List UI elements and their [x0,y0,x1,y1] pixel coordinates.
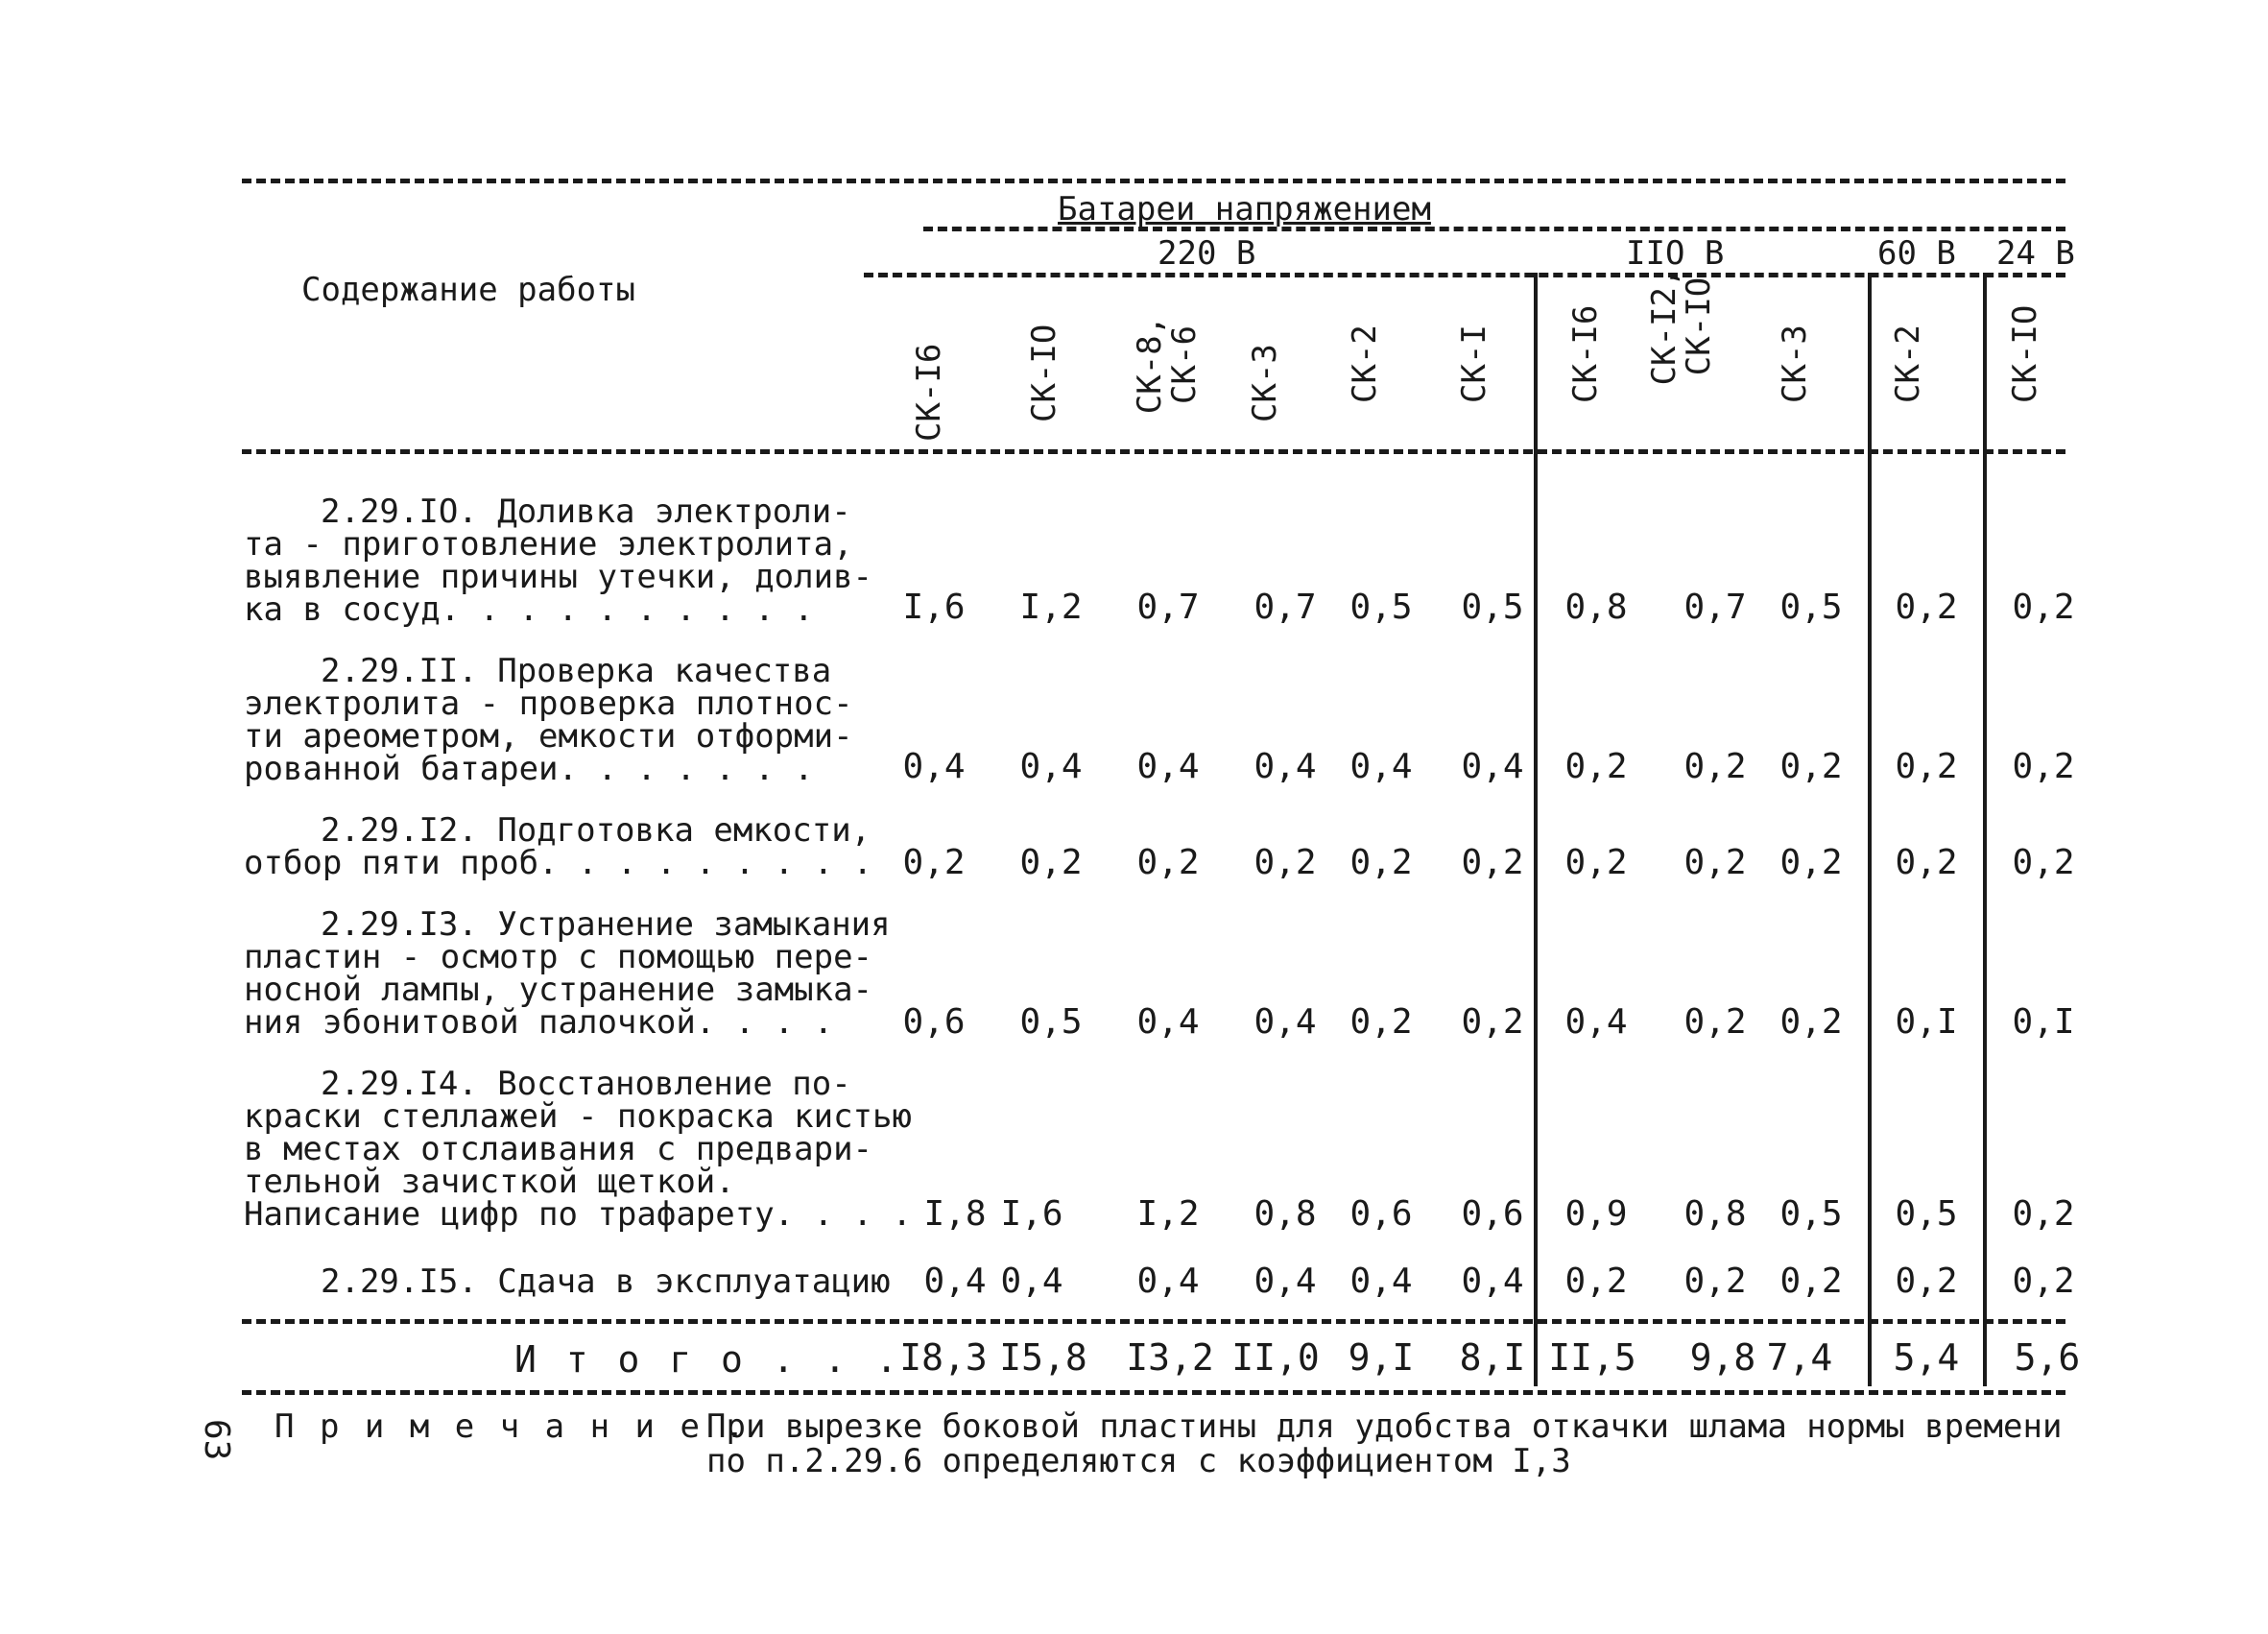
row-5-line-5: Написание цифр по трафарету. . . . [244,1195,912,1234]
cell: 0,2 [1779,1262,1843,1301]
row-1-line-1: 2.29.IO. Доливка электроли- [321,493,851,531]
cell: 0,4 [1000,1262,1063,1301]
cell: 0,2 [1349,843,1413,882]
row-5-line-2: краски стеллажей - покраска кистью [244,1097,912,1136]
note-line-1: При вырезке боковой пластины для удобства откачки шлама нормы времени [706,1407,2063,1446]
column-code-9: СК-3 [1776,324,1814,403]
cell: I,8 [923,1194,987,1234]
row-1-line-2: та - приготовление электролита, [244,525,853,564]
row-5-line-1: 2.29.I4. Восстановление по- [321,1065,851,1103]
row-4-line-2: пластин - осмотр с помощью пере- [244,938,873,976]
row-2-line-2: электролита - проверка плотнос- [244,685,853,723]
column-code-4: СК-3 [1246,344,1284,422]
voltage-60: 60 В [1877,234,1956,273]
cell: 0,2 [1895,747,1958,786]
cell: 0,2 [2012,747,2075,786]
cell: I,6 [1000,1194,1063,1234]
cell: 0,2 [1683,1262,1747,1301]
column-code-11: СК-IO [2006,304,2044,403]
cell: 0,2 [1461,843,1524,882]
cell: 0,2 [1779,1002,1843,1042]
cell: 0,2 [2012,1194,2075,1234]
cell: 0,4 [1253,1262,1317,1301]
cell: 0,5 [1779,1194,1843,1234]
row-2-line-4: рованной батареи. . . . . . . [244,750,814,788]
cell: 0,2 [1253,843,1317,882]
cell: 0,4 [1136,747,1200,786]
cell: 0,7 [1136,588,1200,627]
total-cell: 9,8 [1689,1336,1756,1379]
cell: 0,5 [1349,588,1413,627]
cell: 0,4 [1019,747,1083,786]
row-1-line-3: выявление причины утечки, долив- [244,558,873,596]
cell: 0,4 [1253,747,1317,786]
cell: 0,I [2012,1002,2075,1042]
row-2-line-3: ти ареометром, емкости отформи- [244,717,853,756]
cell: 0,2 [1564,843,1628,882]
total-cell: 8,I [1459,1336,1526,1379]
row-3-line-1: 2.29.I2. Подготовка емкости, [321,811,871,850]
cell: 0,4 [1136,1002,1200,1042]
cell: 0,2 [1349,1002,1413,1042]
header-bottom-rule [242,449,2065,454]
cell: 0,5 [1019,1002,1083,1042]
cell: 0,2 [1136,843,1200,882]
column-code-8: СК-I2, СК-IO [1645,267,1718,386]
row-4-line-3: носной лампы, устранение замыка- [244,971,873,1009]
cell: 0,I [1895,1002,1958,1042]
row-5-line-3: в местах отслаивания с предвари- [244,1130,873,1168]
top-rule [242,179,2065,183]
cell: I,2 [1136,1194,1200,1234]
cell: 0,8 [1253,1194,1317,1234]
row-3-line-2: отбор пяти проб. . . . . . . . . [244,844,873,882]
column-code-3: СК-8, СК-6 [1131,315,1204,415]
total-cell: II,5 [1548,1336,1636,1379]
voltage-220: 220 В [1158,234,1256,273]
totals-top-rule [242,1319,2065,1324]
cell: 0,6 [902,1002,966,1042]
cell: 0,4 [1564,1002,1628,1042]
row-6-line-1: 2.29.I5. Сдача в эксплуатацию [321,1262,891,1301]
separator-110-60 [1868,273,1872,1386]
cell: 0,4 [1461,747,1524,786]
row-5-line-4: тельной зачисткой щеткой. [244,1163,735,1201]
cell: 0,2 [1895,843,1958,882]
cell: 0,7 [1683,588,1747,627]
cell: 0,5 [1895,1194,1958,1234]
cell: 0,8 [1683,1194,1747,1234]
cell: 0,2 [1779,747,1843,786]
voltage-110: IIO В [1626,234,1725,273]
cell: 0,2 [1683,843,1747,882]
cell: 0,2 [1895,1262,1958,1301]
cell: 0,2 [1564,1262,1628,1301]
total-cell: II,0 [1231,1336,1320,1379]
total-cell: I8,3 [899,1336,988,1379]
row-2-line-1: 2.29.II. Проверка качества [321,652,832,690]
cell: 0,9 [1564,1194,1628,1234]
cell: 0,6 [1461,1194,1524,1234]
cell: 0,2 [1683,1002,1747,1042]
column-code-1: СК-I6 [910,343,948,442]
cell: 0,4 [902,747,966,786]
column-code-6: СК-I [1455,324,1493,403]
total-cell: I5,8 [999,1336,1087,1379]
cell: 0,4 [1349,1262,1413,1301]
group-header: Батареи напряжением [1058,190,1431,228]
cell: 0,4 [1461,1262,1524,1301]
cell: 0,5 [1461,588,1524,627]
cell: 0,4 [1253,1002,1317,1042]
totals-bottom-rule [242,1390,2065,1395]
cell: 0,6 [1349,1194,1413,1234]
work-content-header: Содержание работы [301,271,635,309]
note-line-2: по п.2.29.6 определяются с коэффициентом I,3 [706,1442,1571,1480]
column-code-2: СК-IO [1025,324,1063,422]
cell: 0,2 [1895,588,1958,627]
cell: 0,2 [2012,588,2075,627]
total-cell: 5,6 [2014,1336,2081,1379]
cell: 0,4 [1136,1262,1200,1301]
column-code-7: СК-I6 [1566,304,1605,403]
cell: 0,2 [2012,1262,2075,1301]
cell: 0,2 [2012,843,2075,882]
cell: 0,4 [1349,747,1413,786]
cell: I,2 [1019,588,1083,627]
cell: 0,2 [1461,1002,1524,1042]
total-cell: 9,I [1348,1336,1415,1379]
cell: 0,2 [1779,843,1843,882]
column-code-5: СК-2 [1346,324,1384,403]
column-code-10: СК-2 [1889,324,1927,403]
cell: I,6 [902,588,966,627]
cell: 0,7 [1253,588,1317,627]
cell: 0,2 [902,843,966,882]
total-label: И т о г о . . . [514,1338,902,1381]
row-4-line-1: 2.29.I3. Устранение замыкания [321,905,891,944]
row-4-line-4: ния эбонитовой палочкой. . . . [244,1003,834,1042]
total-cell: 5,4 [1893,1336,1960,1379]
total-cell: 7,4 [1766,1336,1833,1379]
voltage-rule [864,273,2065,277]
cell: 0,2 [1019,843,1083,882]
separator-60-24 [1983,273,1987,1386]
row-1-line-4: ка в сосуд. . . . . . . . . . [244,590,814,629]
note-label: П р и м е ч а н и е . [275,1407,748,1446]
total-cell: I3,2 [1126,1336,1214,1379]
cell: 0,4 [923,1262,987,1301]
cell: 0,2 [1564,747,1628,786]
page-number: 63 [197,1419,236,1461]
voltage-24: 24 В [1996,234,2075,273]
cell: 0,8 [1564,588,1628,627]
cell: 0,5 [1779,588,1843,627]
cell: 0,2 [1683,747,1747,786]
